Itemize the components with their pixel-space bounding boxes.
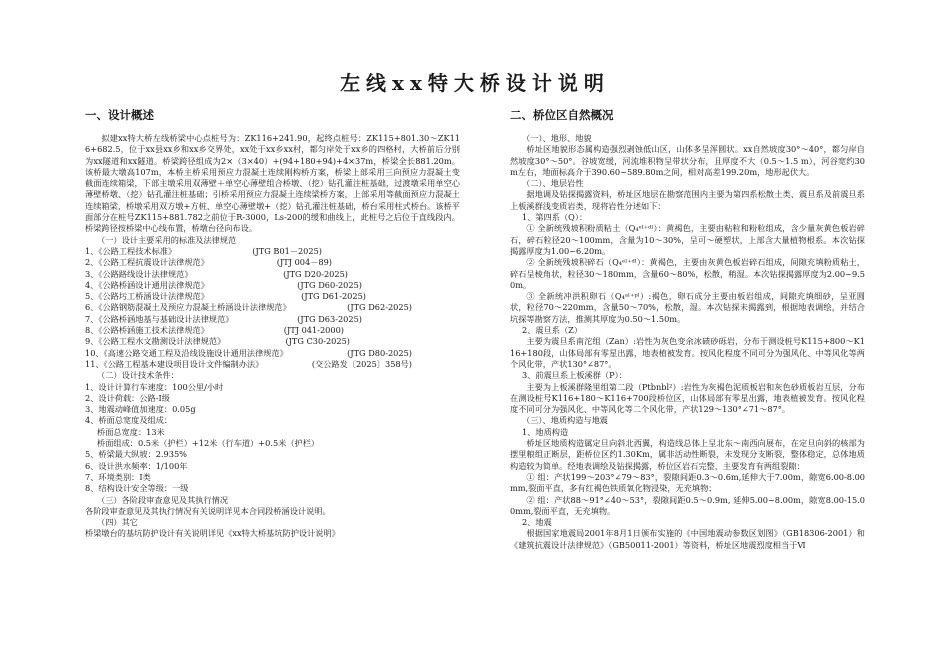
condition-item: 4、桥面总宽度及组成：	[85, 415, 173, 426]
spec-code: (JTG B01－2025)	[252, 245, 322, 256]
spec-item	[85, 348, 460, 359]
spec-item	[85, 336, 460, 347]
section-heading-design-overview: 一、设计概述	[85, 108, 154, 122]
spec-item	[85, 280, 460, 291]
spec-name: 2、《公路工程抗震设计法律规范》	[85, 257, 209, 268]
fracture-set-1: ① 组：产状199～203°∠79～83°，裂隙间距0.3～0.6m,延伸大于7.00m，隙宽6.00-8.00mm,裂面平直，多有红褐色铁质氧化物浸染，无充填物；	[510, 471, 865, 494]
presinian-heading: 3、前震旦系上板溪群（P）：	[522, 370, 627, 381]
spec-code: (JTG D80-2025)	[347, 347, 412, 358]
spec-subheading: （一）设计主要采用的标准及法律规范	[97, 234, 237, 245]
spec-name: 7、《公路桥涵地基与基础设计法律规范》	[85, 313, 234, 324]
spec-item	[85, 314, 460, 325]
spec-item	[85, 325, 460, 336]
spec-name: 3、《公路路线设计法律规范》	[85, 268, 193, 279]
condition-item: 5、桥梁最大纵坡：2.935%	[85, 449, 187, 460]
spec-code: (JTG D62-2025)	[347, 302, 412, 313]
spec-name: 10、《高速公路交通工程及沿线设施设计通用法律规范》	[85, 347, 288, 358]
spec-item	[85, 302, 460, 313]
fracture-set-2: ② 组：产状88～91°∠40～53°，裂隙间距0.5～0.9m, 延伸5.00~8.00m，隙宽8.00-15.00mm,裂面平直，无充填物。	[510, 494, 865, 516]
spec-item	[85, 269, 460, 280]
deck-total-width: 桥面总宽度：13米	[97, 426, 165, 437]
earthquake-text: 根据国家地震局2001年8月1日颁布实施的《中国地震动参数区划图》（GB18306-2001）和《建筑抗震设计法律规范》（GB50011-2001）等资料，桥址区地震烈度相当于Ⅵ	[510, 528, 865, 550]
sinian-heading: 2、震旦系（Z）	[522, 325, 583, 336]
spec-item	[85, 257, 460, 268]
spec-code: (JTG D63-2025)	[297, 313, 362, 324]
spec-item	[85, 246, 460, 257]
quaternary-gravel: ② 全新统残坡积碎石（Q₄ᵉˡ⁺ᵈˡ）：黄褐色，主要由灰黄色板岩碎石组成，间隙充填粉质粘土，碎石呈棱角状，粒径30～180mm，含量60～80%，松散，稍湿。本次钻探揭露厚度为2.00~9.50m。	[510, 257, 865, 290]
presinian-text: 主要为上板溪群隆里组第二段（Ptbnbl²）:岩性为灰褐色泥质板岩和灰色砂质板岩互层，分布在测设桩号K116+180～K116+700段桥位区，山体局部有零星出露，地表植被发育。按风化程度不同可分为强风化、中等风化等二个风化带，产状129～130°∠71～87°。	[510, 381, 865, 415]
intro-paragraph: 拟建xx特大桥左线桥梁中心点桩号为：ZK116+241.90，起终点桩号：ZK115+801.30～ZK116+682.5，位于xx县xx乡和xx乡交界处，xx处于xx乡xx村，都匀岸处于xx乡的四格村，大桥前后分别为xx隧道和xx隧道。桥梁跨径组成为2×（3×40）+(94+180+94)+4×37m，桥梁全长881.20m。该桥最大墩高107m，本桥主桥采用预应力混凝土连续刚构桥方案，桥梁上部采用三向预应力混凝土变截面连续箱梁，下部主墩采用双薄壁＋单空心薄壁组合桥墩、（挖）钻孔灌注桩基础，过渡墩采用单空心薄壁桥墩、（挖）钻孔灌注桩基础；引桥采用预应力混凝土连续梁桥方案，上部采用等截面预应力混凝土连续箱梁，桥墩采用双方墩+方桩、单空心薄壁墩+（挖）钻孔灌注桩基础，桥台采用柱式桥台。该桥平面部分在桩号ZK115+881.782之前位于R-3000，Ls-200的缓和曲线上，此桩号之后位于直线段内。桥梁跨径按桥梁中心线布置，桥墩台径向布设。	[85, 133, 460, 234]
quaternary-pebble: ③ 全新统冲洪积卵石（Q₄ᵃˡ⁺ᵖˡ）:褐色，卵石成分主要由板岩组成，间隙充填细砂，呈亚圆状，粒径70～220mm，含量50～70%，松散，湿。本次钻探未揭露到，根据地表调绘，并结合坑探等勘察方法，推测其厚度为0.50～1.50m。	[510, 291, 865, 324]
review-subheading: （三）各阶段审查意见及其执行情况	[97, 494, 229, 505]
spec-code: (JTJ 004－89)	[276, 257, 332, 268]
spec-name: 11、《公路工程基本建设项目设计文件编制办法》	[85, 358, 264, 369]
condition-item: 2、设计荷载：公路-I级	[85, 392, 170, 403]
geology-subheading: （三）、地质构造与地震	[522, 415, 608, 426]
quaternary-clay: ① 全新统残坡积粉质粘土（Q₄ᵉˡ⁺ᵈˡ）：黄褐色，主要由粘粒和粉粒组成，含少量灰黄色板岩碎石，碎石粒径20～100mm，含量为10～30%，呈可～硬塑状，上部含大量植物根系。本次钻探揭露厚度为1.00~6.20m。	[510, 223, 865, 256]
spec-item	[85, 291, 460, 302]
spec-code: (JTG D20-2025)	[283, 268, 348, 279]
strata-subheading: （二）、地层岩性	[522, 178, 584, 189]
spec-name: 4、《公路桥涵设计通用法律规范》	[85, 279, 209, 290]
structure-heading: 1、地质构造	[522, 426, 569, 437]
terrain-subheading: （一）、地形、地貌	[522, 133, 592, 143]
document-title: 左线xx特大桥设计说明	[340, 71, 610, 95]
spec-code: (交公路发〔2025〕358号)	[311, 358, 412, 369]
spec-name: 6、《公路钢筋混凝土及预应力混凝土桥涵设计法律规范》	[85, 302, 291, 313]
structure-text: 桥址区地质构造属定旦向斜北西翼，构造线总体上呈北东～南西向展布，在定旦向斜的核部为摆里粮组正断层，距桥位区约1.30Km，属非活动性断裂，未发现分支断裂，整体稳定，总体地质构造较为简单。经地表调绘及钻探揭露，桥位区岩石完整，主要发育有两组裂隙：	[510, 438, 865, 471]
condition-item: 3、地震动峰值加速度：0.05g	[85, 404, 196, 415]
spec-name: 5、《公路圬工桥涵设计法律规范》	[85, 291, 209, 302]
spec-code: (JTG D61-2025)	[301, 291, 366, 302]
spec-item	[85, 359, 460, 370]
terrain-text: 桥址区地貌形态属构造强烈剥蚀低山区，山体多呈浑圆状。xx自然坡度30°～40°，都匀岸自然坡度30°～50°。谷坡宽缓，河流堆积物呈带状分布，且厚度不大（0.5～1.5 m），河谷宽约30m左右，地面标高介于390.60~589.80m之间，相对高差199.20m，地形起伏大。	[510, 144, 865, 177]
strata-text: 据地调及钻探揭露资料，桥址区地层在勘察范围内主要为第四系松散土类、震旦系及前震旦系上板溪群浅变质岩类，现将岩性分述如下：	[510, 189, 865, 211]
other-subheading: （四）其它	[97, 517, 138, 528]
other-text: 桥梁墩台的基坑防护设计有关说明详见《xx特大桥基坑防护设计说明》	[85, 528, 340, 539]
sinian-text: 主要为震旦系南沱组（Zan）:岩性为灰色变余冰碛砂砾岩，分布于测设桩号K115+800～K116+180段，山体局部有零星出露，地表植被发育。按风化程度不同可分为强风化、中等风化等两个风化带，产状130°∠87°。	[510, 336, 865, 369]
quaternary-heading: 1、第四系（Q）：	[522, 212, 588, 223]
spec-code: (JTG C30-2025)	[285, 336, 350, 347]
condition-item: 1、设计计算行车速度：100公里/小时	[85, 381, 224, 392]
spec-code: (JTG D60-2025)	[297, 279, 362, 290]
review-text: 各阶段审查意见及其执行情况有关说明详见本合同段桥涵设计说明。	[85, 505, 331, 516]
earthquake-heading: 2、地震	[522, 517, 552, 528]
left-column	[85, 108, 460, 540]
condition-item: 6、设计洪水频率：1/100年	[85, 460, 188, 471]
spec-name: 1、《公路工程技术标准》	[85, 245, 177, 256]
spec-name: 9、《公路工程水文勘测设计法律规范》	[85, 336, 226, 347]
deck-composition: 桥面组成：0.5米（护栏）+12米（行车道）+0.5米（护栏）	[97, 438, 320, 449]
conditions-subheading: （二）设计技术条件：	[97, 370, 179, 381]
spec-code: (JTJ 041-2000)	[283, 325, 344, 336]
condition-item: 7、环境类别：Ⅰ类	[85, 471, 151, 482]
condition-item: 8、结构设计安全等级：一级	[85, 483, 189, 494]
right-column	[510, 108, 865, 551]
section-heading-site-conditions: 二、桥位区自然概况	[510, 108, 614, 122]
spec-name: 8、《公路桥涵施工技术法律规范》	[85, 325, 209, 336]
